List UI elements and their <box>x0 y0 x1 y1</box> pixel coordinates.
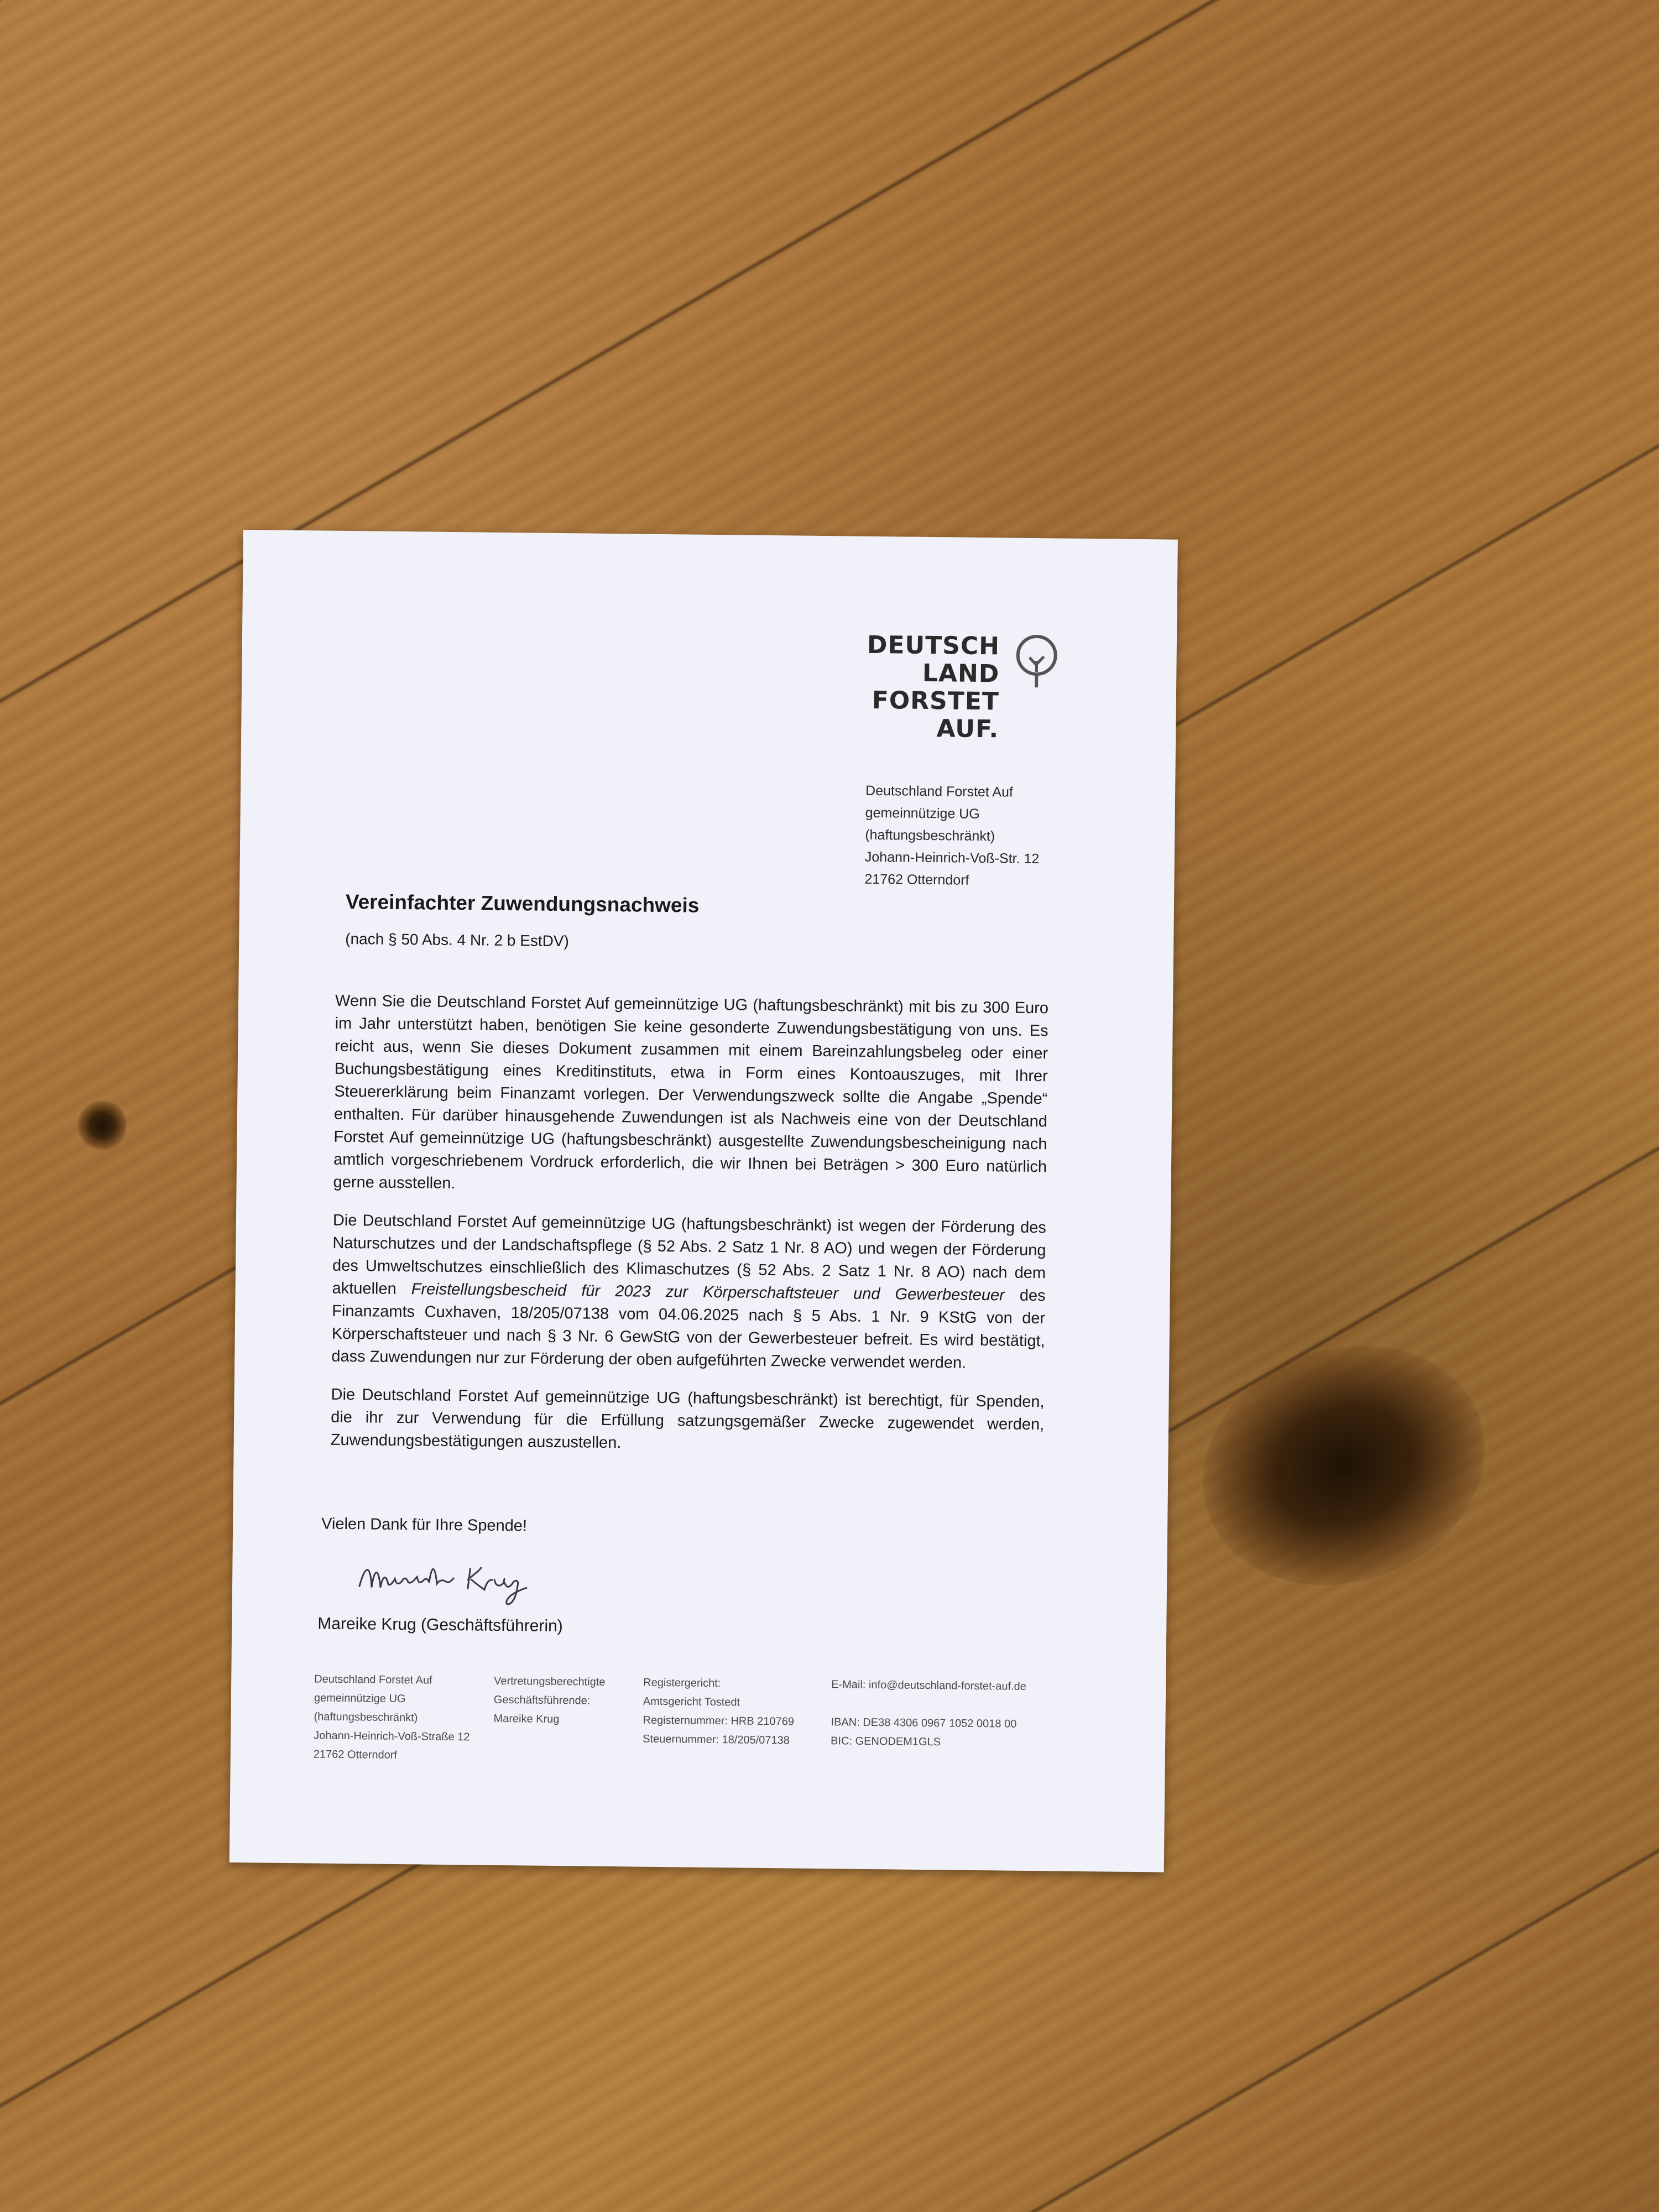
document-title: Vereinfachter Zuwendungsnachweis <box>345 890 700 917</box>
footer-contact <box>831 1675 1026 1752</box>
footer-line: Amtsgericht Tostedt <box>643 1695 740 1709</box>
footer-email: E-Mail: info@deutschland-forstet-auf.de <box>831 1678 1026 1693</box>
footer-address <box>314 1670 471 1765</box>
paragraph-3: Die Deutschland Forstet Auf gemeinnützige UG (haftungsbeschränkt) ist berechtigt, für Spenden, die ihr zur Verwendung für die Erfüllung satzungsgemäßer Zwecke zugewendet werden, Zuwendungsbestätigungen auszustellen. <box>330 1385 1045 1452</box>
sender-line: 21762 Otterndorf <box>864 871 969 888</box>
footer-line: Steuernummer: 18/205/07138 <box>643 1733 790 1747</box>
wood-knot <box>77 1100 127 1150</box>
logo-line: FORSTET <box>872 686 1000 716</box>
logo-line: LAND <box>922 659 1000 688</box>
footer-line: Registernummer: HRB 210769 <box>643 1714 795 1728</box>
organization-logo <box>866 632 1077 744</box>
sender-line: gemeinnützige UG <box>865 805 980 822</box>
tree-icon <box>1011 633 1062 689</box>
handwritten-signature <box>354 1547 587 1610</box>
footer-line: Mareike Krug <box>493 1712 560 1726</box>
document-sheet <box>229 530 1178 1872</box>
paragraph-2-text: des Finanzamts Cuxhaven, 18/205/07138 vom 04.06.2025 nach § 5 Abs. 1 Nr. 9 KStG von der Körperschaftsteuer und nach § 3 Nr. 6 GewStG von der Gewerbesteuer befreit. Es wird bestätigt, dass Zuwendungen nur zur Förderung der oben aufgeführten Zwecke verwendet werden. <box>331 1286 1046 1372</box>
footer-spacer <box>831 1694 1026 1715</box>
footer-line: Vertretungsberechtigte <box>494 1674 606 1688</box>
document-subtitle: (nach § 50 Abs. 4 Nr. 2 b EstDV) <box>345 930 570 950</box>
footer-line: Deutschland Forstet Auf <box>314 1673 432 1687</box>
paragraph-1: Wenn Sie die Deutschland Forstet Auf gemeinnützige UG (haftungsbeschränkt) mit bis zu 300 Euro im Jahr unterstützt haben, benötigen Sie keine gesonderte Zuwendungsbestätigung von uns. Es reicht aus, wenn Sie dieses Dokument zusammen mit einem Bareinzahlungsbeleg oder einer Buchungsbestätigung eines Kreditinstituts, etwa in Form eines Kontoauszuges, mit Ihrer Steuererklärung beim Finanzamt vorlegen. Der Verwendungszweck sollte die Angabe „Spende“ enthalten. Für darüber hinausgehende Zuwendungen ist als Nachweis eine von der Deutschland Forstet Auf gemeinnützige UG (haftungsbeschränkt) ausgestellte Zuwendungsbescheinigung nach amtlich vorgeschriebenem Vordruck erforderlich, die wir Ihnen bei Beträgen > 300 Euro natürlich gerne ausstellen. <box>333 992 1049 1193</box>
footer-line: (haftungsbeschränkt) <box>314 1710 418 1724</box>
thanks-line: Vielen Dank für Ihre Spende! <box>321 1515 528 1535</box>
paragraph-2-emphasis: Freistellungsbescheid für 2023 zur Körperschaftsteuer und Gewerbesteuer <box>411 1280 1005 1305</box>
footer-line: Johann-Heinrich-Voß-Straße 12 <box>314 1729 470 1744</box>
footer-register <box>643 1673 795 1750</box>
document-body <box>330 990 1048 1474</box>
paragraph-2-text: Die Deutschland Forstet Auf gemeinnützige UG (haftungsbeschränkt) ist wegen der Förderung des Naturschutzes und der Landschaftspflege (§ 52 Abs. 2 Satz 1 Nr. 8 AO) und wegen der Förderung des Umweltschutzes einschließlich des Klimaschutzes (§ 52 Abs. 2 Satz 1 Nr. 8 AO) nach dem aktuellen <box>332 1211 1047 1298</box>
logo-wordmark <box>866 632 1000 744</box>
logo-line: AUF. <box>936 714 999 744</box>
footer-bic: BIC: GENODEM1GLS <box>831 1735 941 1749</box>
sender-line: Deutschland Forstet Auf <box>865 782 1014 800</box>
paragraph-2 <box>331 1209 1046 1375</box>
sender-line: Johann-Heinrich-Voß-Str. 12 <box>864 849 1040 867</box>
sender-line: (haftungsbeschränkt) <box>865 827 995 844</box>
sender-address <box>864 780 1040 892</box>
footer-line: Registergericht: <box>643 1676 721 1690</box>
wood-knot <box>1169 1307 1519 1624</box>
footer-line: gemeinnützige UG <box>314 1692 406 1705</box>
footer-line: 21762 Otterndorf <box>313 1748 398 1762</box>
footer-iban: IBAN: DE38 4306 0967 1052 0018 00 <box>831 1716 1017 1730</box>
footer-line: Geschäftsführende: <box>493 1693 591 1707</box>
signer-name: Mareike Krug (Geschäftsführerin) <box>317 1614 563 1636</box>
footer-management <box>493 1672 605 1729</box>
logo-line: DEUTSCH <box>867 630 1000 661</box>
